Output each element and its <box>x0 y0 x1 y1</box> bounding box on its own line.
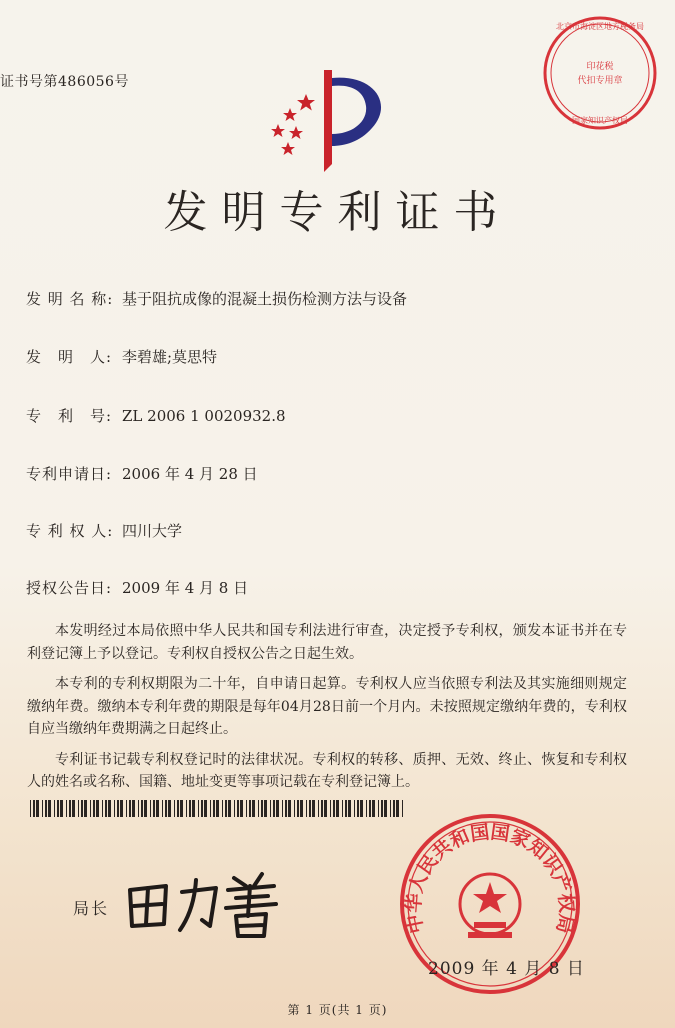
body-paragraph: 本专利的专利权期限为二十年，自申请日起算。专利权人应当依照专利法及其实施细则规定缴纳年费。缴纳本专利年费的期限是每年04月28日前一个月内。未按照规定缴纳年费的，专利权自应当缴纳年费期满之日起终止。 <box>27 676 627 737</box>
svg-text:国家知识产权局: 国家知识产权局 <box>572 116 628 125</box>
body-paragraph: 专利证书记载专利权登记时的法律状况。专利权的转移、质押、无效、终止、恢复和专利权人的姓名或名称、国籍、地址变更等事项记载在专利登记簿上。 <box>27 751 627 790</box>
svg-text:代扣专用章: 代扣专用章 <box>577 76 623 86</box>
barcode-bar <box>288 800 291 817</box>
barcode-bar <box>345 800 347 817</box>
barcode-bar <box>381 800 383 817</box>
barcode-bar <box>90 800 91 817</box>
page-number: 第 1 页(共 1 页) <box>287 1003 388 1017</box>
barcode-bar <box>330 800 331 817</box>
barcode-bar <box>156 800 159 817</box>
barcode-bar <box>132 800 135 817</box>
barcode-bar <box>312 800 315 817</box>
barcode-bar <box>54 800 55 817</box>
field-invention-name <box>26 288 407 309</box>
barcode-bar <box>177 800 179 817</box>
field-inventors <box>26 346 217 367</box>
field-value: 2009 年 4 月 8 日 <box>122 579 249 597</box>
barcode-bar <box>237 800 239 817</box>
barcode-bar <box>318 800 319 817</box>
barcode-bar <box>102 800 103 817</box>
barcode-bar <box>162 800 163 817</box>
barcode-bar <box>234 800 235 817</box>
barcode-bar <box>228 800 231 817</box>
barcode-bar <box>336 800 339 817</box>
barcode-bar <box>138 800 139 817</box>
barcode-bar <box>189 800 191 817</box>
barcode-bar <box>225 800 227 817</box>
barcode-bar <box>204 800 207 817</box>
field-label: 专 利 号: <box>26 407 113 425</box>
field-value: 基于阻抗成像的混凝土损伤检测方法与设备 <box>122 290 408 308</box>
barcode-bar <box>78 800 79 817</box>
barcode-bar <box>282 800 283 817</box>
barcode-bar <box>210 800 211 817</box>
barcode <box>30 800 404 817</box>
field-label: 发 明 名 称: <box>26 290 114 308</box>
barcode-bar <box>69 800 71 817</box>
barcode-bar <box>129 800 131 817</box>
barcode-bar <box>114 800 115 817</box>
barcode-bar <box>117 800 119 817</box>
barcode-bar <box>42 800 43 817</box>
barcode-bar <box>258 800 259 817</box>
barcode-bar <box>192 800 195 817</box>
director-label: 局长 <box>73 899 110 918</box>
barcode-bar <box>246 800 247 817</box>
barcode-bar <box>144 800 147 817</box>
barcode-bar <box>201 800 203 817</box>
barcode-bar <box>84 800 87 817</box>
field-filing-date <box>26 463 258 484</box>
barcode-bar <box>285 800 287 817</box>
field-patent-number <box>26 405 286 426</box>
barcode-bar <box>222 800 223 817</box>
barcode-bar <box>297 800 299 817</box>
barcode-bar <box>390 800 391 817</box>
barcode-bar <box>216 800 219 817</box>
barcode-bar <box>252 800 255 817</box>
field-label: 发 明 人: <box>26 348 113 366</box>
certificate-title: 发明专利证书 <box>163 187 512 238</box>
field-value: 李碧雄;莫思特 <box>122 348 218 366</box>
svg-text:中华人民共和国国家知识产权局 <box>402 821 579 935</box>
barcode-bar <box>120 800 123 817</box>
barcode-bar <box>354 800 355 817</box>
barcode-bar <box>81 800 83 817</box>
barcode-bar <box>153 800 155 817</box>
barcode-bar <box>384 800 387 817</box>
barcode-bar <box>273 800 275 817</box>
barcode-bar <box>198 800 199 817</box>
seal-text: 中华人民共和国国家知识产权局 <box>402 821 578 936</box>
field-label: 专 利 权 人: <box>26 522 114 540</box>
field-label: 专利申请日: <box>26 465 113 483</box>
barcode-bar <box>96 800 99 817</box>
barcode-bar <box>72 800 75 817</box>
barcode-bar <box>360 800 363 817</box>
barcode-bar <box>306 800 307 817</box>
barcode-bar <box>108 800 111 817</box>
patent-office-emblem <box>262 64 392 176</box>
field-grant-date <box>26 577 248 598</box>
barcode-bar <box>369 800 371 817</box>
director-signature <box>124 860 284 940</box>
barcode-bar <box>249 800 251 817</box>
barcode-bar <box>186 800 187 817</box>
barcode-bar <box>294 800 295 817</box>
barcode-bar <box>300 800 303 817</box>
svg-text:印花税: 印花税 <box>586 62 614 72</box>
barcode-bar <box>348 800 351 817</box>
field-value: 2006 年 4 月 28 日 <box>122 465 258 483</box>
barcode-bar <box>372 800 375 817</box>
barcode-bar <box>324 800 327 817</box>
barcode-bar <box>165 800 167 817</box>
barcode-bar <box>333 800 335 817</box>
barcode-bar <box>342 800 343 817</box>
barcode-bar <box>60 800 63 817</box>
field-label: 授权公告日: <box>26 579 113 597</box>
barcode-bar <box>357 800 359 817</box>
issue-date: 2009 年 4 月 8 日 <box>428 959 585 979</box>
barcode-bar <box>378 800 379 817</box>
barcode-bar <box>45 800 47 817</box>
barcode-bar <box>168 800 171 817</box>
barcode-bar <box>48 800 51 817</box>
tax-stamp-seal <box>541 14 659 132</box>
barcode-bar <box>174 800 175 817</box>
barcode-bar <box>270 800 271 817</box>
barcode-bar <box>366 800 367 817</box>
barcode-bar <box>180 800 183 817</box>
barcode-bar <box>105 800 107 817</box>
barcode-bar <box>30 800 31 817</box>
barcode-bar <box>213 800 215 817</box>
body-paragraph: 本发明经过本局依照中华人民共和国专利法进行审查，决定授予专利权，颁发本证书并在专利登记簿上予以登记。专利权自授权公告之日起生效。 <box>27 623 627 662</box>
barcode-bar <box>126 800 127 817</box>
field-patentee <box>26 520 182 541</box>
barcode-bar <box>240 800 243 817</box>
certificate-number: 证书号第486056号 <box>0 74 129 90</box>
barcode-bar <box>66 800 67 817</box>
field-value: 四川大学 <box>122 522 183 540</box>
barcode-bar <box>261 800 263 817</box>
barcode-bar <box>141 800 143 817</box>
certificate-body <box>27 620 627 794</box>
barcode-bar <box>309 800 311 817</box>
barcode-bar <box>264 800 267 817</box>
field-value: ZL 2006 1 0020932.8 <box>122 407 286 425</box>
barcode-bar <box>393 800 395 817</box>
barcode-bar <box>276 800 279 817</box>
barcode-bar <box>57 800 59 817</box>
barcode-bar <box>36 800 39 817</box>
barcode-bar <box>33 800 35 817</box>
barcode-bar <box>93 800 95 817</box>
barcode-bar <box>150 800 151 817</box>
svg-text:北京市海淀区地方税务局: 北京市海淀区地方税务局 <box>556 22 644 31</box>
barcode-bar <box>321 800 323 817</box>
